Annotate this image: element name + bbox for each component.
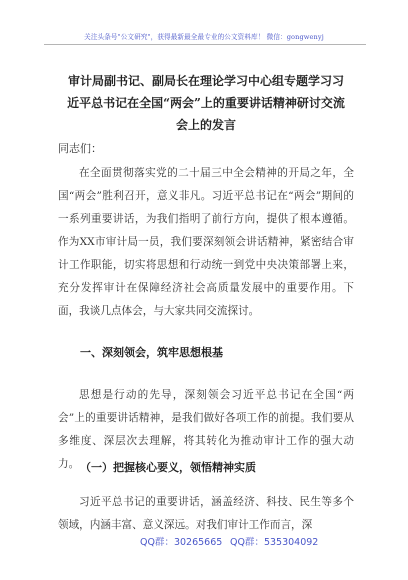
section-heading-1: 一、深刻领会，筑牢思想根基: [80, 346, 223, 359]
document-title: 审计局副书记、副局长在理论学习中心组专题学习习近平总书记在全国“两会”上的重要讲话精神研讨交流会上的发言: [67, 74, 345, 132]
paragraph-section-1: 思想是行动的先导，深刻领会习近平总书记在全国“两会”上的重要讲话精神，是我们做好各项工作的前提。我们要从多维度、深层次去理解，将其转化为推动审计工作的强大动力。: [58, 389, 354, 470]
header-divider: [44, 44, 366, 45]
subsection-heading-1: （一）把握核心要义，领悟精神实质: [80, 461, 256, 474]
footer-qq-group-1: QQ群：30265665: [140, 537, 223, 548]
paragraph-intro: 在全面贯彻落实党的二十届三中全会精神的开局之年，全国“两会”胜利召开，意义非凡。习近平总书记在“两会”期间的一系列重要讲话，为我们指明了前行方向，提供了根本遵循。作为XX市审计局一员，我们要深刻领会讲话精神，紧密结合审计工作职能，切实将思想和行动统一到党中央决策部署上来，充分发挥审计在保障经济社会高质量发展中的重要作用。下面，我谈几点体会，与大家共同交流探讨。: [58, 167, 354, 317]
greeting: 同志们：: [58, 142, 102, 155]
header-banner: 关注头条号"公文研究"，获得最新最全最专业的公文资料库！ 微信：gongwenyj: [84, 33, 324, 41]
paragraph-subsection-1: 习近平总书记的重要讲话，涵盖经济、科技、民生等多个领域，内涵丰富、意义深远。对我们审计工作而言，深: [58, 496, 354, 531]
footer-qq-group-2: QQ群：535304092: [230, 537, 319, 548]
